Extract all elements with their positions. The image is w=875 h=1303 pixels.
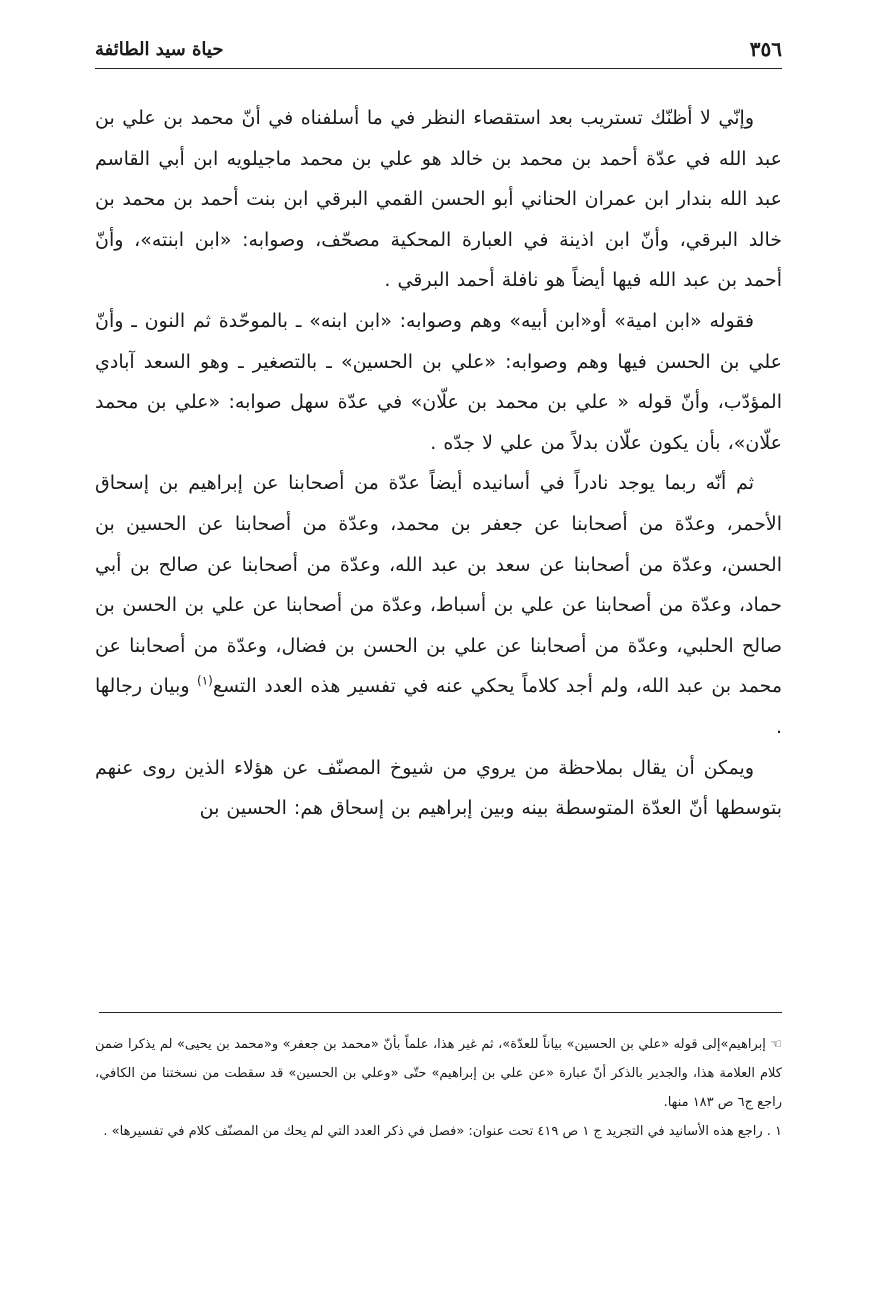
- footnote-marker[interactable]: (١): [197, 673, 213, 688]
- paragraph-tail: وبيان رجالها .: [95, 675, 782, 738]
- footnote-1: ١ . راجع هذه الأسانيد في التجريد ج ١ ص ٤١٩ تحت عنوان: «فصل في ذكر العدد التي لم يحك من المصنّف كلام في تفسيرها» .: [103, 1124, 782, 1139]
- footnote-rule: [99, 1012, 782, 1013]
- page-header: [95, 34, 782, 64]
- header-rule: [95, 68, 782, 69]
- paragraph: وإنّي لا أظنّك تستريب بعد استقصاء النظر في ما أسلفناه في أنّ محمد بن علي بن عبد الله في عدّة أحمد بن محمد بن خالد هو علي بن محمد ماجيلويه ابن أبي القاسم عبد الله بندار ابن عمران الحناني أبو الحسن القمي البرقي ابن بنت أحمد بن محمد بن خالد البرقي، وأنّ ابن اذينة في العبارة المحكية مصحّف، وصوابه: «ابن ابنته»، وأنّ أحمد بن عبد الله فيها أيضاً هو نافلة أحمد البرقي .: [95, 107, 782, 292]
- paragraph: ويمكن أن يقال بملاحظة من يروي من شيوخ المصنّف عن هؤلاء الذين روى عنهم بتوسطها أنّ العدّة المتوسطة بينه وبين إبراهيم بن إسحاق هم: الحسين بن: [95, 756, 782, 820]
- footnotes: [95, 1030, 782, 1146]
- paragraph: [95, 463, 782, 747]
- paragraph-text: ثم أنّه ربما يوجد نادراً في أسانيده أيضاً عدّة من أصحابنا عن إبراهيم بن إسحاق الأحمر، وعدّة من أصحابنا عن جعفر بن محمد، وعدّة من أصحابنا عن الحسين بن الحسن، وعدّة من أصحابنا عن سعد بن عبد الله، وعدّة من أصحابنا عن صالح بن أبي حماد، وعدّة من أصحابنا عن علي بن أسباط، وعدّة من أصحابنا عن علي بن الحسن بن صالح الحلبي، وعدّة من أصحابنا عن علي بن الحسن بن فضال، وعدّة من أصحابنا عن محمد بن عبد الله، ولم أجد كلاماً يحكي عنه في تفسير هذه العدد التسع: [95, 472, 782, 698]
- footnote-continued: ☜ إبراهيم»إلى قوله «علي بن الحسين» بياناً للعدّة»، ثم غير هذا، علماً بأنّ «محمد بن جعفر» و«محمد بن يحيى» لم يذكرا ضمن كلام العلامة هذا، والجدير بالذكر أنّ عبارة «عن علي بن إبراهيم» حتّى «وعلي بن الحسين» قد سقطت من نسختنا من الكافي، راجع ج٦ ص ١٨٣ منها.: [95, 1037, 782, 1110]
- page-number: ٣٥٦: [749, 37, 782, 61]
- main-text: [95, 98, 782, 829]
- paragraph: فقوله «ابن امية» أو«ابن أبيه» وهم وصوابه: «ابن ابنه» ـ بالموحّدة ثم النون ـ وأنّ علي بن الحسن فيها وهم وصوابه: «علي بن الحسين» ـ بالتصغير ـ وهو السعد آبادي المؤدّب، وأنّ قوله « علي بن محمد بن علّان» في عدّة سهل صوابه: «علي بن محمد علّان»، بأن يكون علّان بدلاً من علي لا جدّه .: [95, 309, 782, 454]
- running-title: حياة سيد الطائفة: [95, 38, 224, 60]
